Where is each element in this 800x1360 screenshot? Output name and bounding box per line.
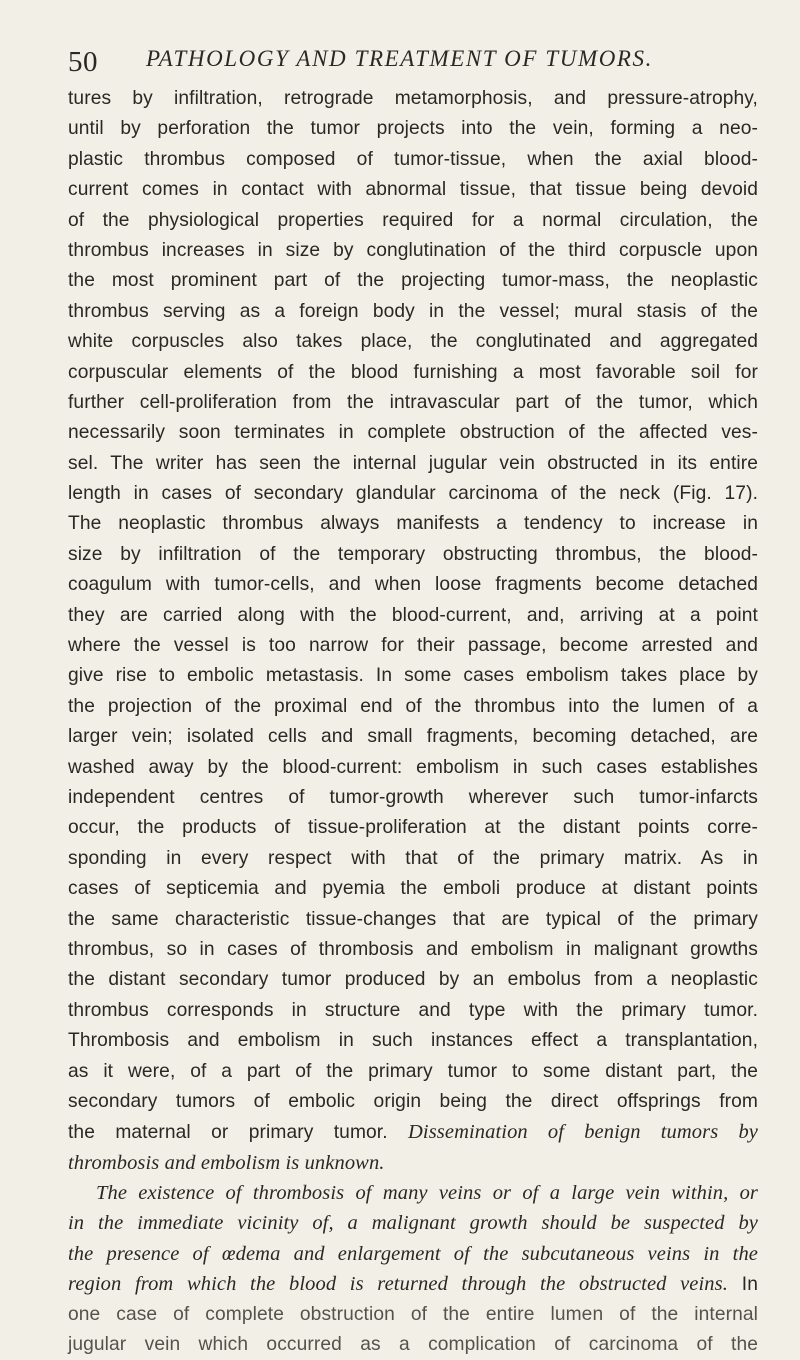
text-line xyxy=(68,1148,758,1178)
text-line: thrombus serving as a foreign body in the vessel; mural stasis of the xyxy=(68,300,758,322)
text-line: thrombus increases in size by conglutination of the third corpuscle upon xyxy=(68,239,758,261)
text-line: sel. The writer has seen the internal jugular vein obstructed in its entire xyxy=(68,452,758,474)
text-line: until by perforation the tumor projects into the vein, forming a neo- xyxy=(68,118,758,140)
text-line: The neoplastic thrombus always manifests a tendency to increase in xyxy=(68,513,758,535)
italic-text: the presence of œdema and enlargement of the subcutaneous veins in the xyxy=(68,1242,758,1265)
text-line: coagulum with tumor-cells, and when loose fragments become detached xyxy=(68,574,758,596)
text-line: larger vein; isolated cells and small fragments, becoming detached, are xyxy=(68,726,758,748)
text-line: the most prominent part of the projecting tumor-mass, the neoplastic xyxy=(68,270,758,292)
text-line: the distant secondary tumor produced by an embolus from a neoplastic xyxy=(68,969,758,991)
italic-heading: Dissemination of benign tumors by xyxy=(408,1121,758,1144)
italic-heading: thrombosis and embolism is unknown. xyxy=(68,1151,385,1174)
line-text: In xyxy=(741,1274,758,1296)
text-line: they are carried along with the blood-current, and, arriving at a point xyxy=(68,604,758,626)
text-line: tures by infiltration, retrograde metamorphosis, and pressure-atrophy, xyxy=(68,88,758,109)
text-line: thrombus corresponds in structure and type with the primary tumor. xyxy=(68,999,758,1021)
text-line: where the vessel is too narrow for their passage, become arrested and xyxy=(68,635,758,657)
text-line: of the physiological properties required for a normal circulation, the xyxy=(68,209,758,231)
text-line: washed away by the blood-current: embolism in such cases establishes xyxy=(68,756,758,778)
text-line: Thrombosis and embolism in such instances effect a transplantation, xyxy=(68,1030,758,1052)
text-line: necessarily soon terminates in complete obstruction of the affected ves- xyxy=(68,422,758,444)
italic-text: The existence of thrombosis of many veins or of a large vein within, or xyxy=(96,1182,758,1205)
text-line: as it were, of a part of the primary tumor to some distant part, the xyxy=(68,1060,758,1082)
text-line: size by infiltration of the temporary obstructing thrombus, the blood- xyxy=(68,543,758,565)
text-line: cases of septicemia and pyemia the emboli produce at distant points xyxy=(68,878,758,900)
text-line: one case of complete obstruction of the entire lumen of the internal xyxy=(68,1303,758,1325)
text-line: jugular vein which occurred as a complication of carcinoma of the xyxy=(68,1334,758,1356)
text-line: length in cases of secondary glandular carcinoma of the neck (Fig. 17). xyxy=(68,483,758,505)
body-text xyxy=(68,84,758,1360)
italic-text: region from which the blood is returned through the obstructed veins. xyxy=(68,1273,728,1296)
text-line: further cell-proliferation from the intravascular part of the tumor, which xyxy=(68,391,758,413)
text-line xyxy=(68,1208,758,1238)
text-line: give rise to embolic metastasis. In some cases embolism takes place by xyxy=(68,665,758,687)
line-text: the maternal or primary tumor. xyxy=(68,1122,388,1144)
text-line: the projection of the proximal end of the thrombus into the lumen of a xyxy=(68,695,758,717)
text-line: occur, the products of tissue-proliferation at the distant points corre- xyxy=(68,817,758,839)
text-line: sponding in every respect with that of the primary matrix. As in xyxy=(68,847,758,869)
text-line: plastic thrombus composed of tumor-tissue, when the axial blood- xyxy=(68,148,758,170)
running-title: PATHOLOGY AND TREATMENT OF TUMORS. xyxy=(146,46,654,71)
text-line: current comes in contact with abnormal tissue, that tissue being devoid xyxy=(68,179,758,201)
page-header xyxy=(68,44,758,84)
italic-text: in the immediate vicinity of, a malignant growth should be suspected by xyxy=(68,1212,758,1235)
text-line xyxy=(68,1269,758,1299)
text-line: corpuscular elements of the blood furnishing a most favorable soil for xyxy=(68,361,758,383)
text-line: independent centres of tumor-growth wherever such tumor-infarcts xyxy=(68,786,758,808)
text-line: the same characteristic tissue-changes that are typical of the primary xyxy=(68,908,758,930)
text-line: white corpuscles also takes place, the conglutinated and aggregated xyxy=(68,331,758,353)
text-line xyxy=(68,1117,758,1147)
text-line xyxy=(68,1178,758,1208)
text-line: thrombus, so in cases of thrombosis and embolism in malignant growths xyxy=(68,938,758,960)
page-number: 50 xyxy=(68,46,98,78)
text-line: secondary tumors of embolic origin being the direct offsprings from xyxy=(68,1090,758,1112)
text-line xyxy=(68,1239,758,1269)
